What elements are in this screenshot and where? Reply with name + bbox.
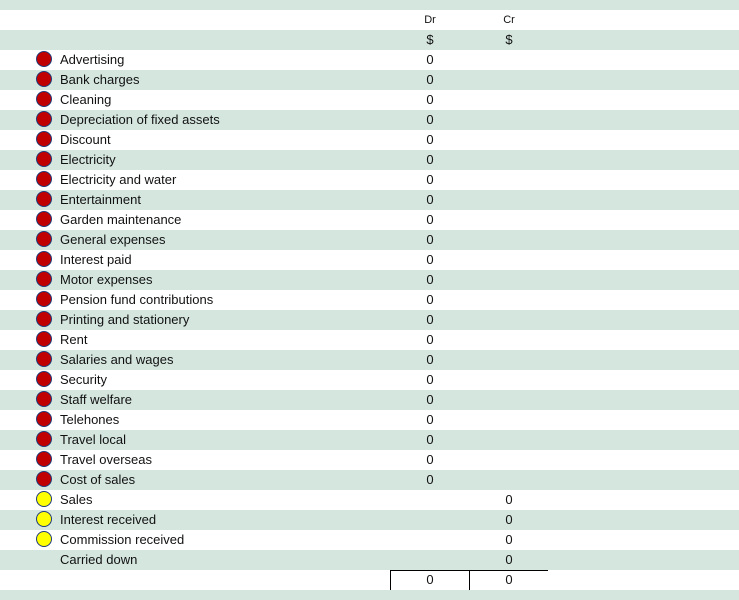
red-circle-icon: [36, 451, 52, 467]
account-label[interactable]: Interest paid: [60, 252, 132, 267]
account-label[interactable]: Travel overseas: [60, 452, 152, 467]
account-label[interactable]: Motor expenses: [60, 272, 153, 287]
account-label[interactable]: Sales: [60, 492, 93, 507]
table-row: [0, 550, 739, 570]
account-label[interactable]: Travel local: [60, 432, 126, 447]
totals-border: [390, 570, 548, 590]
table-row: [0, 450, 739, 470]
table-row: [0, 170, 739, 190]
cr-value-cell[interactable]: [470, 250, 548, 270]
totals-row: [0, 570, 739, 590]
dr-value-cell[interactable]: [390, 510, 470, 530]
table-row: [0, 190, 739, 210]
top-band: [0, 0, 739, 10]
dr-value-cell[interactable]: 0: [426, 292, 434, 307]
red-circle-icon: [36, 91, 52, 107]
red-circle-icon: [36, 391, 52, 407]
table-row: [0, 270, 739, 290]
red-circle-icon: [36, 131, 52, 147]
dr-value-cell[interactable]: 0: [426, 52, 434, 67]
cr-value-cell[interactable]: [470, 90, 548, 110]
red-circle-icon: [36, 471, 52, 487]
dr-value-cell[interactable]: [390, 530, 470, 550]
account-label[interactable]: Cleaning: [60, 92, 112, 107]
red-circle-icon: [36, 431, 52, 447]
dr-value-cell[interactable]: 0: [426, 192, 434, 207]
cr-value-cell[interactable]: [470, 130, 548, 150]
account-label[interactable]: Cost of sales: [60, 472, 136, 487]
dr-value-cell[interactable]: 0: [426, 92, 434, 107]
table-row: [0, 350, 739, 370]
dr-value-cell[interactable]: [390, 490, 470, 510]
cr-value-cell[interactable]: [470, 390, 548, 410]
dr-value-cell[interactable]: 0: [426, 392, 434, 407]
cr-value-cell[interactable]: [470, 110, 548, 130]
red-circle-icon: [36, 51, 52, 67]
account-label[interactable]: Advertising: [60, 52, 125, 67]
cr-value-cell[interactable]: [470, 450, 548, 470]
account-label[interactable]: Commission received: [60, 532, 185, 547]
table-row: [0, 230, 739, 250]
cr-value-cell[interactable]: [470, 370, 548, 390]
account-label[interactable]: Discount: [60, 132, 111, 147]
cr-value-cell[interactable]: [470, 70, 548, 90]
account-label[interactable]: Salaries and wages: [60, 352, 174, 367]
account-label[interactable]: Garden maintenance: [60, 212, 182, 227]
yellow-circle-icon: [36, 531, 52, 547]
dr-value-cell[interactable]: 0: [426, 72, 434, 87]
dr-total[interactable]: 0: [426, 572, 434, 587]
table-row: [0, 490, 739, 510]
cr-value-cell[interactable]: 0: [505, 512, 513, 527]
dr-value-cell[interactable]: 0: [426, 372, 434, 387]
account-label[interactable]: Bank charges: [60, 72, 140, 87]
account-label[interactable]: Telehones: [60, 412, 120, 427]
yellow-circle-icon: [36, 511, 52, 527]
dr-value-cell[interactable]: 0: [426, 412, 434, 427]
dr-value-cell[interactable]: 0: [426, 112, 434, 127]
table-row: [0, 90, 739, 110]
table-row: [0, 310, 739, 330]
table-row: [0, 530, 739, 550]
cr-value-cell[interactable]: [470, 270, 548, 290]
cr-value-cell[interactable]: [470, 290, 548, 310]
dr-column-header[interactable]: Dr: [424, 14, 436, 26]
table-row: [0, 510, 739, 530]
account-label[interactable]: Carried down: [60, 552, 138, 567]
table-row: [0, 370, 739, 390]
cr-value-cell[interactable]: [470, 310, 548, 330]
red-circle-icon: [36, 291, 52, 307]
table-row: [0, 130, 739, 150]
dr-value-cell[interactable]: 0: [426, 232, 434, 247]
dr-value-cell[interactable]: 0: [426, 132, 434, 147]
red-circle-icon: [36, 111, 52, 127]
cr-value-cell[interactable]: [470, 50, 548, 70]
cr-value-cell[interactable]: [470, 190, 548, 210]
red-circle-icon: [36, 191, 52, 207]
red-circle-icon: [36, 171, 52, 187]
table-row: [0, 70, 739, 90]
account-label[interactable]: Security: [60, 372, 107, 387]
cr-total[interactable]: 0: [505, 572, 513, 587]
red-circle-icon: [36, 211, 52, 227]
yellow-circle-icon: [36, 491, 52, 507]
red-circle-icon: [36, 351, 52, 367]
bottom-band: [0, 590, 739, 600]
table-row: [0, 430, 739, 450]
account-label[interactable]: Staff welfare: [60, 392, 133, 407]
account-label[interactable]: Electricity and water: [60, 172, 177, 187]
dr-value-cell[interactable]: 0: [426, 212, 434, 227]
account-label[interactable]: Electricity: [60, 152, 116, 167]
dr-currency-symbol[interactable]: $: [426, 32, 434, 47]
table-row: [0, 390, 739, 410]
header-row-currency: [0, 30, 739, 50]
dr-value-cell[interactable]: [390, 550, 470, 570]
account-label[interactable]: Interest received: [60, 512, 157, 527]
cr-value-cell[interactable]: 0: [505, 552, 513, 567]
red-circle-icon: [36, 331, 52, 347]
account-label[interactable]: Entertainment: [60, 192, 141, 207]
red-circle-icon: [36, 311, 52, 327]
table-row: [0, 50, 739, 70]
table-row: [0, 290, 739, 310]
dr-total-border: [390, 571, 470, 591]
account-label[interactable]: Depreciation of fixed assets: [60, 112, 220, 127]
cr-value-cell[interactable]: [470, 350, 548, 370]
cr-value-cell[interactable]: [470, 210, 548, 230]
table-row: [0, 150, 739, 170]
cr-value-cell[interactable]: 0: [505, 492, 513, 507]
cr-value-cell[interactable]: [470, 150, 548, 170]
red-circle-icon: [36, 231, 52, 247]
cr-value-cell[interactable]: [470, 430, 548, 450]
table-row: [0, 410, 739, 430]
account-label[interactable]: Printing and stationery: [60, 312, 190, 327]
cr-currency-symbol[interactable]: $: [505, 32, 513, 47]
cr-value-cell[interactable]: [470, 410, 548, 430]
dr-value-cell[interactable]: 0: [426, 272, 434, 287]
table-row: [0, 110, 739, 130]
table-row: [0, 330, 739, 350]
table-row: [0, 210, 739, 230]
dr-value-cell[interactable]: 0: [426, 452, 434, 467]
dr-value-cell[interactable]: 0: [426, 152, 434, 167]
cr-value-cell[interactable]: [470, 470, 548, 490]
cr-value-cell[interactable]: 0: [505, 532, 513, 547]
account-label[interactable]: Pension fund contributions: [60, 292, 214, 307]
dr-value-cell[interactable]: 0: [426, 252, 434, 267]
cr-value-cell[interactable]: [470, 170, 548, 190]
dr-value-cell[interactable]: 0: [426, 312, 434, 327]
dr-value-cell[interactable]: 0: [426, 472, 434, 487]
red-circle-icon: [36, 71, 52, 87]
cr-value-cell[interactable]: [470, 330, 548, 350]
account-label[interactable]: Rent: [60, 332, 88, 347]
table-row: [0, 470, 739, 490]
dr-value-cell[interactable]: 0: [426, 352, 434, 367]
dr-value-cell[interactable]: 0: [426, 332, 434, 347]
red-circle-icon: [36, 271, 52, 287]
cr-column-header[interactable]: Cr: [503, 14, 515, 26]
red-circle-icon: [36, 411, 52, 427]
cr-value-cell[interactable]: [470, 230, 548, 250]
table-row: [0, 250, 739, 270]
header-row-dr-cr: [0, 10, 739, 30]
dr-value-cell[interactable]: 0: [426, 172, 434, 187]
red-circle-icon: [36, 371, 52, 387]
account-label[interactable]: General expenses: [60, 232, 166, 247]
dr-value-cell[interactable]: 0: [426, 432, 434, 447]
red-circle-icon: [36, 251, 52, 267]
red-circle-icon: [36, 151, 52, 167]
